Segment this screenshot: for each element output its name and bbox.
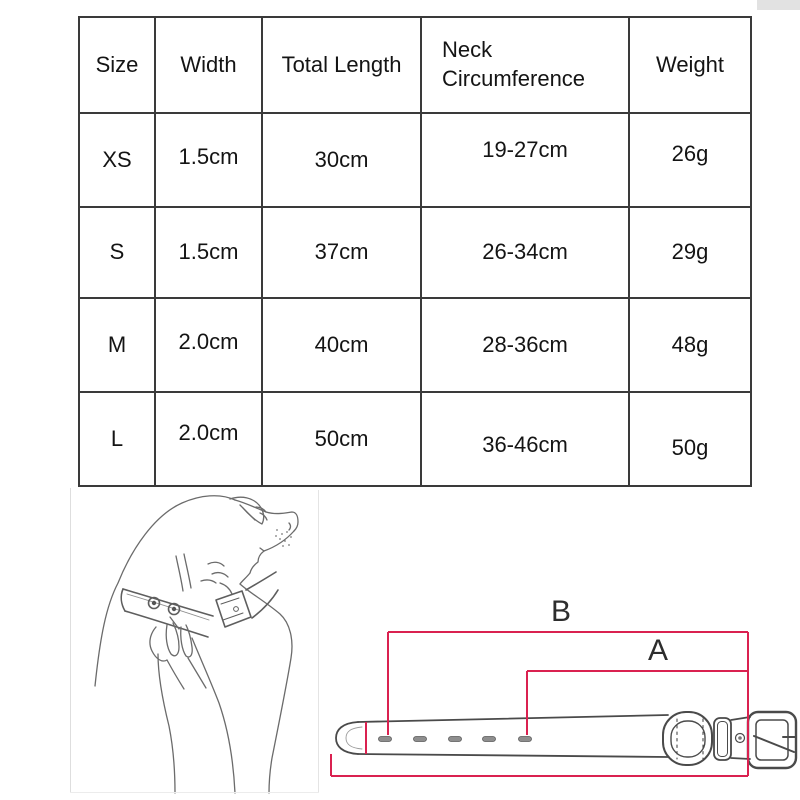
table-cell-width: 1.5cm [156, 114, 263, 208]
image-seam-line [318, 490, 319, 793]
table-cell-width: 2.0cm [156, 299, 263, 393]
table-cell-total-length: 40cm [263, 299, 422, 393]
measurement-label-a: A [648, 634, 669, 667]
dog-collar-fit-illustration [70, 488, 320, 794]
table-cell-weight: 50g [630, 393, 750, 485]
column-header-neck-circumference: Neck Circumference [422, 18, 630, 114]
table-cell-total-length: 50cm [263, 393, 422, 485]
table-cell-neck-circumference: 36-46cm [422, 393, 630, 485]
table-cell-weight: 29g [630, 208, 750, 299]
table-cell-weight: 48g [630, 299, 750, 393]
dog-sketch-icon [70, 488, 320, 794]
column-header-total-length: Total Length [263, 18, 422, 114]
image-seam-line [70, 488, 71, 793]
image-corner-artifact [757, 0, 800, 10]
table-cell-neck-circumference: 19-27cm [422, 114, 630, 208]
table-cell-width: 2.0cm [156, 393, 263, 485]
table-cell-neck-circumference: 26-34cm [422, 208, 630, 299]
table-cell-size: XS [80, 114, 156, 208]
table-cell-width: 1.5cm [156, 208, 263, 299]
size-table [78, 16, 752, 487]
column-header-width: Width [156, 18, 263, 114]
table-cell-size: S [80, 208, 156, 299]
table-cell-weight: 26g [630, 114, 750, 208]
collar-on-dog [121, 572, 278, 637]
table-cell-neck-circumference: 28-36cm [422, 299, 630, 393]
hand-sketch [150, 554, 235, 793]
column-header-weight: Weight [630, 18, 750, 114]
measurement-label-b: B [551, 595, 572, 628]
image-seam-line [70, 792, 319, 793]
table-cell-size: M [80, 299, 156, 393]
table-cell-total-length: 30cm [263, 114, 422, 208]
table-cell-total-length: 37cm [263, 208, 422, 299]
column-header-size: Size [80, 18, 156, 114]
table-cell-size: L [80, 393, 156, 485]
